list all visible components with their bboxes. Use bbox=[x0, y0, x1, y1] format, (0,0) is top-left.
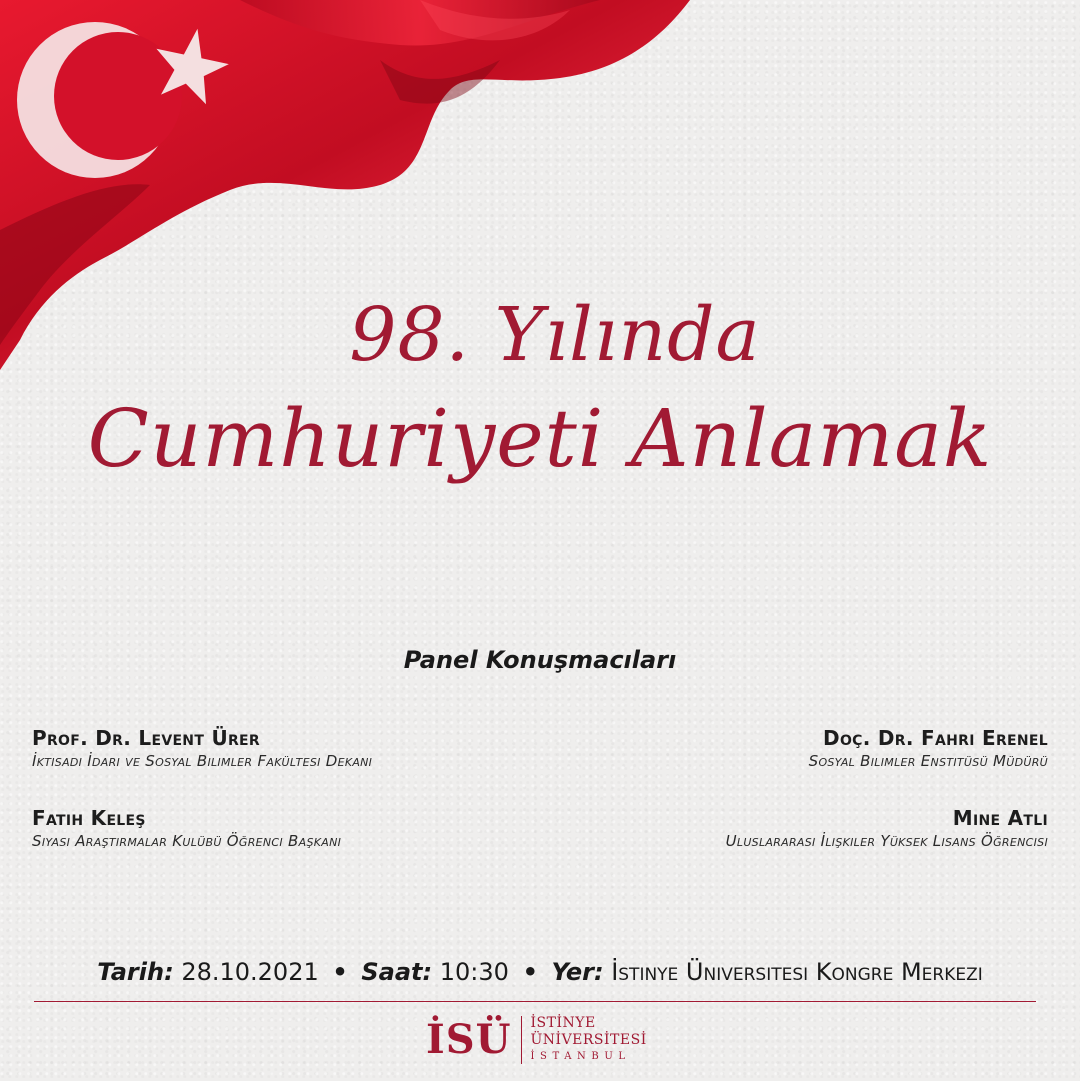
speaker-role: Uluslararası İlişkiler Yüksek Lisans Öğrencisi bbox=[725, 832, 1048, 850]
speaker-role: Siyasi Araştırmalar Kulübü Öğrenci Başkanı bbox=[32, 832, 342, 850]
logo-line-1: İSTİNYE bbox=[530, 1015, 596, 1031]
title-line-2: Cumhuriyeti Anlamak bbox=[87, 392, 993, 485]
speaker-2 bbox=[588, 726, 1048, 770]
university-logo bbox=[426, 1012, 647, 1068]
separator-dot: • bbox=[332, 958, 348, 986]
speaker-role: Sosyal Bilimler Enstitüsü Müdürü bbox=[808, 752, 1048, 770]
date-value: 28.10.2021 bbox=[181, 958, 319, 986]
speaker-name: Doç. Dr. Fahri Erenel bbox=[823, 726, 1048, 750]
speaker-3 bbox=[32, 806, 492, 850]
speaker-1 bbox=[32, 726, 492, 770]
logo-line-3: İSTANBUL bbox=[530, 1051, 631, 1062]
title-line-1: 98. Yılında bbox=[349, 292, 761, 378]
speaker-name: Mine Atlı bbox=[952, 806, 1048, 830]
speaker-4 bbox=[588, 806, 1048, 850]
divider bbox=[34, 1001, 1036, 1002]
logo-line-2: ÜNİVERSİTESİ bbox=[530, 1032, 647, 1048]
logo-text bbox=[530, 1015, 646, 1065]
logo-separator bbox=[521, 1016, 522, 1064]
separator-dot: • bbox=[522, 958, 538, 986]
event-info bbox=[0, 958, 1080, 986]
speaker-name: Prof. Dr. Levent Ürer bbox=[32, 726, 261, 750]
speaker-name: Fatih Keleş bbox=[32, 806, 146, 830]
time-value: 10:30 bbox=[439, 958, 509, 986]
time-label: Saat: bbox=[361, 958, 433, 986]
logo-mark: İSÜ bbox=[426, 1016, 512, 1063]
date-label: Tarih: bbox=[97, 958, 174, 986]
speaker-role: İktisadi İdari ve Sosyal Bilimler Fakültesi Dekanı bbox=[32, 752, 373, 770]
place-label: Yer: bbox=[551, 958, 604, 986]
place-value: İstinye Üniversitesi Kongre Merkezi bbox=[611, 958, 983, 986]
panel-heading: Panel Konuşmacıları bbox=[403, 646, 677, 674]
